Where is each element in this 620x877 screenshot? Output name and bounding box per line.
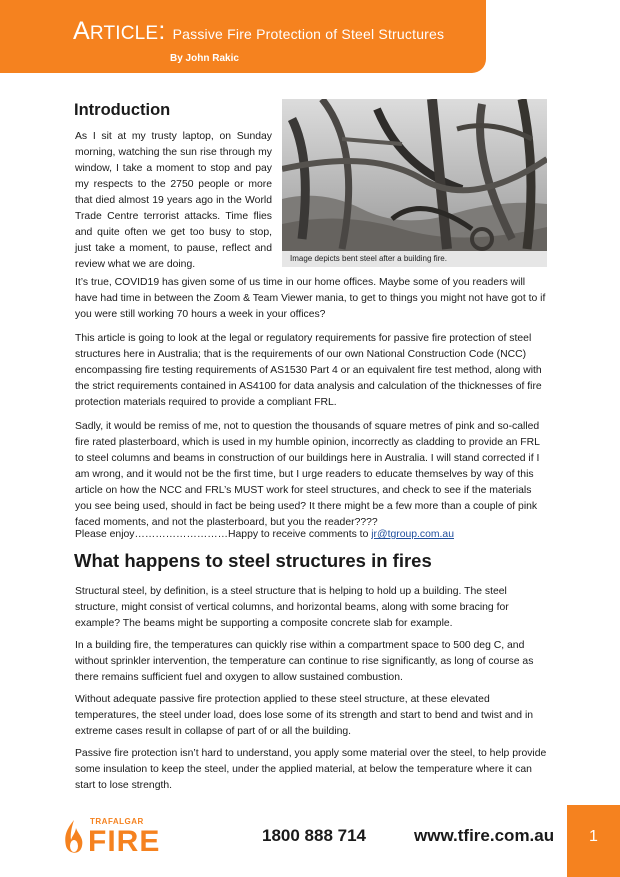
section-paragraph-4: [75, 746, 547, 794]
phone-number: 1800 888 714: [262, 826, 366, 845]
email-link[interactable]: jr@tgroup.com.au: [371, 529, 454, 540]
intro-paragraph-3: [75, 331, 547, 411]
section-paragraph-2: [75, 638, 547, 686]
section-heading: What happens to steel structures in fires: [74, 550, 432, 571]
title-main: RTICLE: [89, 23, 159, 44]
intro-p3-text: This article is going to look at the legal or regulatory requirements for passive fire protection of steel structures here in Australia; that is the requirements of our own National Construction Code (NCC) encompassing fire testing requirements of AS1530 Part 4 or an equivalent fire test method, along with the strict requirements contained in AS4100 for data analysis and calculation of the thicknesses of fire protection materials required to provide a compliant FRL.: [75, 333, 542, 408]
intro-paragraph-4: [75, 419, 547, 531]
photo-caption: Image depicts bent steel after a building fire.: [282, 251, 547, 267]
website-url: www.tfire.com.au: [414, 826, 555, 845]
author-byline: By John Rakic: [170, 53, 239, 64]
section-paragraph-1: [75, 584, 547, 632]
section-p2-text: In a building fire, the temperatures can quickly rise within a compartment space to 500 deg C, and without sprinkler intervention, the temperature can continue to rise significantly, as long of course as there remains sufficient fuel and oxygen to allow sustained combustion.: [75, 640, 534, 683]
section-paragraph-3: [75, 692, 547, 740]
section-p3-text: Without adequate passive fire protection applied to these steel structure, at these elevated temperatures, the steel under load, does lose some of its strength and start to bend and twist and in extreme cases result in collapse of part of or all the building.: [75, 694, 534, 737]
photo-illustration: [282, 99, 547, 267]
enjoy-line: [75, 527, 547, 543]
section-p1-text: Structural steel, by definition, is a steel structure that is helping to hold up a building. The steel structure, might consist of vertical columns, and horizontal beams, along with some bracing for example? The beams might be supporting a composite concrete slab for example.: [75, 586, 509, 629]
article-title: [73, 17, 444, 46]
header-banner: [0, 0, 486, 73]
intro-paragraph-1: [75, 129, 272, 273]
title-colon: :: [158, 17, 166, 45]
logo-wordmark-big: FIRE: [88, 825, 161, 858]
title-initial: A: [73, 17, 90, 45]
intro-paragraph-2: [75, 275, 547, 323]
intro-heading: Introduction: [74, 101, 171, 119]
intro-p1-text: As I sit at my trusty laptop, on Sunday morning, watching the sun rise through my window, I take a moment to stop and pay my respects to the 2750 people or more that died almost 19 years ago in the World Trade Centre terrorist attacks. Time flies and quite often we get too busy to stop, just take a moment, to pause, reflect and review what we are doing.: [75, 131, 272, 270]
enjoy-text: Please enjoy………………………Happy to receive comments to: [75, 529, 372, 540]
flame-icon: [62, 818, 86, 858]
page-number: 1: [589, 828, 598, 845]
intro-p2-text: It’s true, COVID19 has given some of us time in our home offices. Maybe some of you readers will have had time in between the Zoom & Team Viewer mania, to get to things you might not have got to if you were still working 70 hours a week in your offices?: [75, 277, 546, 320]
article-subtitle: Passive Fire Protection of Steel Structures: [172, 26, 445, 42]
logo-wordmark-small: TRAFALGAR: [90, 817, 144, 826]
bent-steel-photo: [282, 99, 547, 267]
trafalgar-fire-logo: [62, 814, 174, 860]
section-p4-text: Passive fire protection isn’t hard to understand, you apply some material over the steel, to help provide some insulation to keep the steel, under the applied material, at below the temperature where it can start to lose strength.: [75, 748, 547, 791]
intro-p4-text: Sadly, it would be remiss of me, not to question the thousands of square metres of pink and so-called fire rated plasterboard, which is used in my humble opinion, incorrectly as cladding to provide an FRL to steel columns and beams in construction of our buildings here in Australia. I will stand corrected if I am wrong, and it would not be the first time, but I urge readers to educate themselves by way of this article on how the NCC and FRL’s MUST work for steel structures, and check to see if the materials you see being used, should in fact be being used? It there might be a few more than a couple of pink faced moments, and not the plasterboard, but you the reader????: [75, 421, 540, 528]
page-number-box: [567, 805, 620, 877]
